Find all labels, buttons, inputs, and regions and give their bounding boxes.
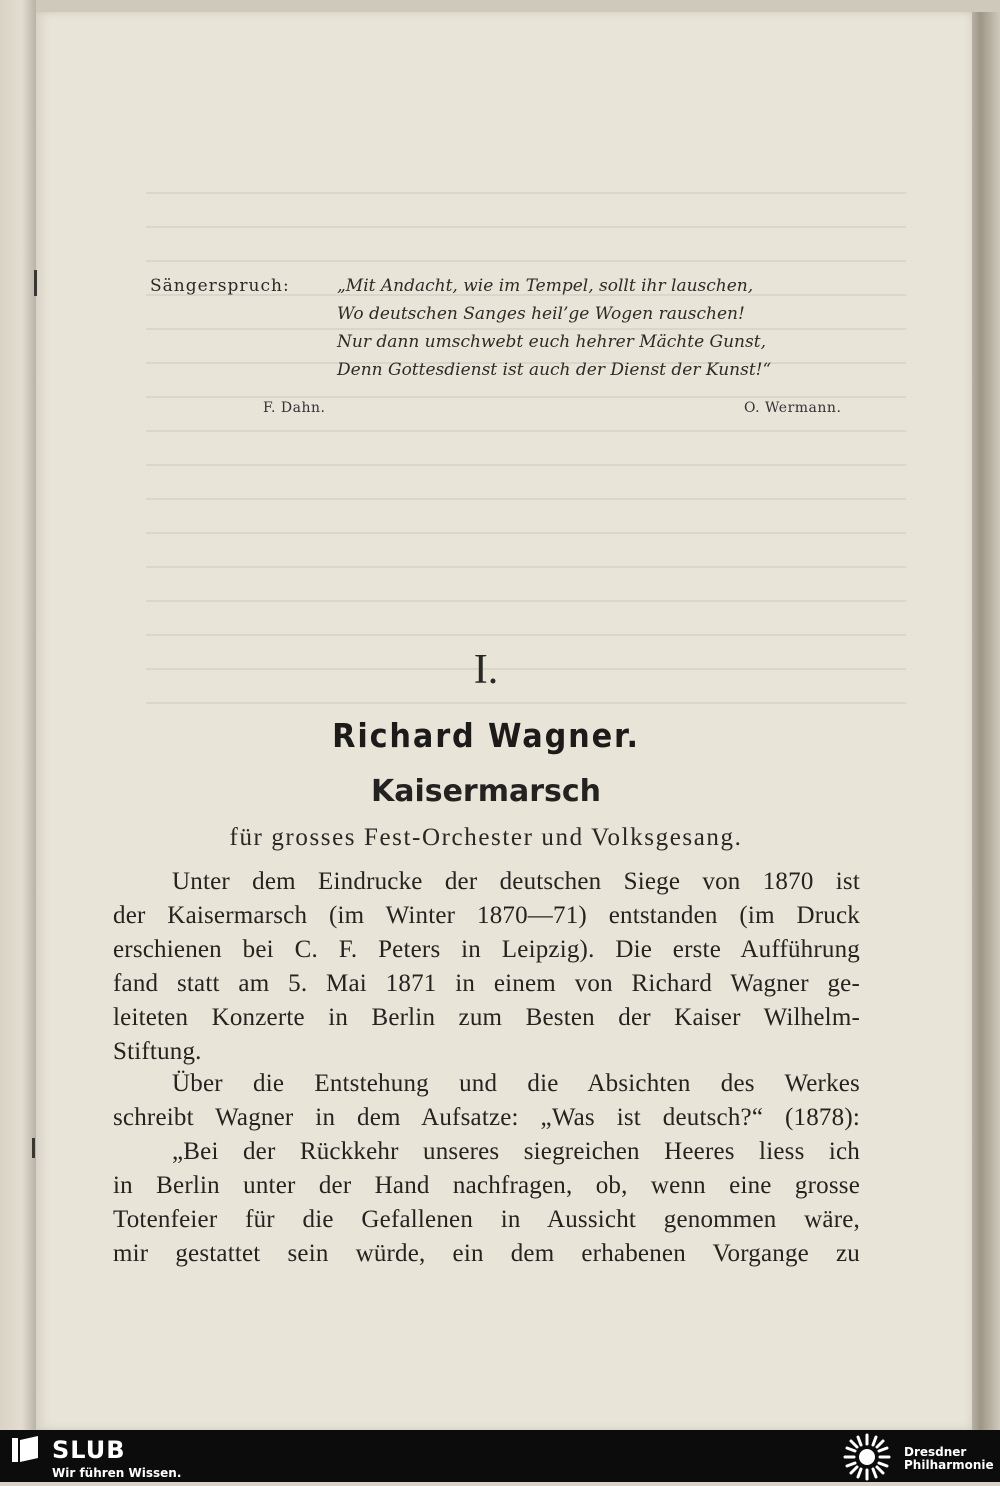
library-name[interactable]: SLUB	[52, 1436, 126, 1464]
motto-label: Sängerspruch:	[150, 276, 290, 296]
partner-name-line1: Dresdner	[904, 1445, 967, 1459]
partner-name[interactable]	[904, 1446, 994, 1472]
motto-line: Denn Gottesdienst ist auch der Dienst der Kunst!“	[337, 360, 772, 380]
body-line: mir gestattet sein würde, ein dem erhabenen Vorgange zu	[113, 1240, 860, 1267]
right-page-edge	[972, 12, 1000, 1430]
body-line: Über die Entstehung und die Absichten des Werkes	[172, 1070, 860, 1097]
partner-name-line2: Philharmonie	[904, 1458, 994, 1472]
section-numeral: I.	[473, 647, 499, 693]
motto-line: „Mit Andacht, wie im Tempel, sollt ihr lauschen,	[337, 276, 754, 296]
work-title: Kaisermarsch	[370, 774, 602, 809]
motto-author-right: O. Wermann.	[744, 400, 842, 416]
binding-mark	[34, 270, 37, 296]
library-tagline: Wir führen Wissen.	[52, 1466, 182, 1480]
body-line: Stiftung.	[113, 1038, 202, 1065]
body-line: der Kaisermarsch (im Winter 1870—71) entstanden (im Druck	[113, 902, 860, 929]
body-line: leiteten Konzerte in Berlin zum Besten der Kaiser Wilhelm-	[113, 1004, 860, 1031]
motto-line: Wo deutschen Sanges heil’ge Wogen rauschen!	[337, 304, 745, 324]
body-line: fand statt am 5. Mai 1871 in einem von Richard Wagner ge-	[113, 970, 860, 997]
body-line: in Berlin unter der Hand nachfragen, ob, wenn eine grosse	[113, 1172, 860, 1199]
philharmonie-sunburst-icon	[842, 1432, 892, 1482]
work-subtitle: für grosses Fest-Orchester und Volksgesang.	[229, 824, 743, 851]
body-line: Totenfeier für die Gefallenen in Aussicht genommen wäre,	[113, 1206, 860, 1233]
body-line: schreibt Wagner in dem Aufsatze: „Was ist deutsch?“ (1878):	[113, 1104, 860, 1131]
body-line: „Bei der Rückkehr unseres siegreichen Heeres liess ich	[172, 1138, 860, 1165]
composer-heading: Richard Wagner.	[332, 716, 640, 755]
footer-bar	[0, 1430, 1000, 1482]
slub-book-icon	[12, 1436, 40, 1462]
show-through-bleed	[146, 192, 906, 712]
motto-author-left: F. Dahn.	[263, 400, 326, 416]
body-line: erschienen bei C. F. Peters in Leipzig). Die erste Aufführung	[113, 936, 860, 963]
body-line: Unter dem Eindrucke der deutschen Siege von 1870 ist	[172, 868, 860, 895]
left-page-edge	[0, 0, 36, 1430]
motto-line: Nur dann umschwebt euch hehrer Mächte Gunst,	[337, 332, 766, 352]
binding-mark	[32, 1138, 35, 1158]
